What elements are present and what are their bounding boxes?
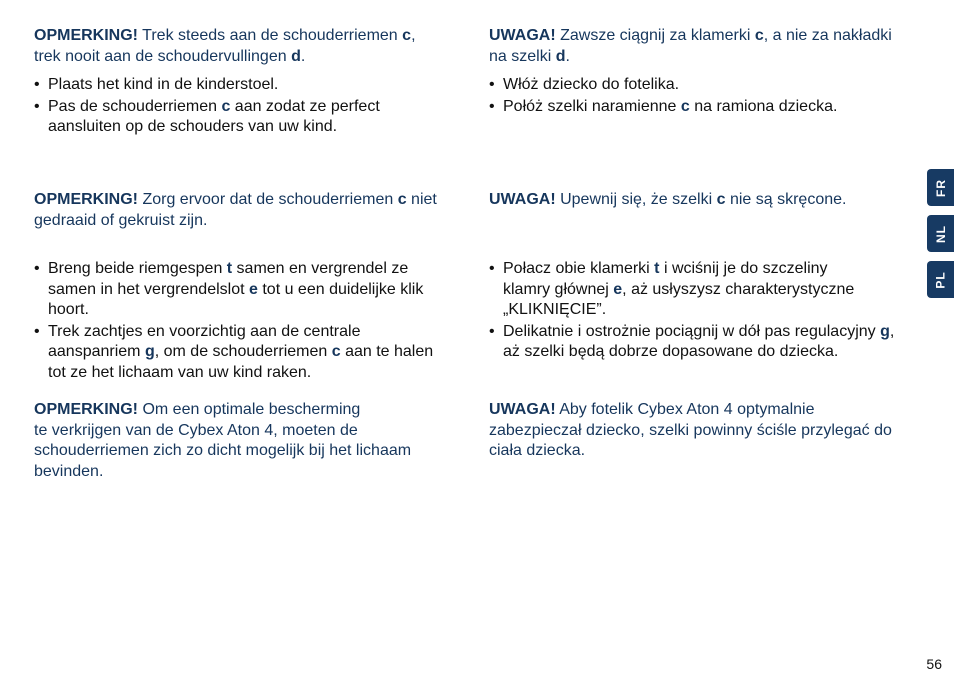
pl-instruction-list-1 bbox=[489, 75, 921, 118]
list-item: • Plaats het kind in de kinderstoel. bbox=[34, 75, 464, 96]
nl-note-optimal-protection: OPMERKING! Om een optimale bescherming te verkrijgen van de Cybex Aton 4, moeten de schouderriemen zich zo dicht mogelijk bij het lichaam bevinden. bbox=[34, 401, 412, 480]
list-item: • Delikatnie i ostrożnie pociągnij w dół pas regulacyjny g, aż szelki będą dobrze dopasowane do dziecka. bbox=[489, 322, 921, 363]
pl-instruction-list-2 bbox=[489, 259, 921, 364]
language-tab-nl[interactable]: NL bbox=[927, 215, 954, 252]
nl-instruction-list-2 bbox=[34, 259, 464, 384]
pl-note-optimal-protection: UWAGA! Aby fotelik Cybex Aton 4 optymalnie zabezpieczał dziecko, szelki powinny ściśle przylegać do ciała dziecka. bbox=[489, 401, 892, 459]
list-item: • Połacz obie klamerki t i wciśnij je do szczeliny klamry głównej e, aż usłyszysz charakterystyczne „KLIKNIĘCIE”. bbox=[489, 259, 921, 321]
nl-instruction-list-1 bbox=[34, 75, 464, 139]
language-tab-pl[interactable]: PL bbox=[927, 261, 954, 298]
pl-note-twisted-straps: UWAGA! Upewnij się, że szelki c nie są skręcone. bbox=[489, 191, 847, 208]
list-item: • Breng beide riemgespen t samen en vergrendel ze samen in het vergrendelslot e tot u een duidelijke klik hoort. bbox=[34, 259, 464, 321]
page-number: 56 bbox=[926, 656, 942, 672]
nl-note-twisted-straps: OPMERKING! Zorg ervoor dat de schouderriemen c niet gedraaid of gekruist zijn. bbox=[34, 191, 437, 229]
list-item: • Trek zachtjes en voorzichtig aan de centrale aanspanriem g, om de schouderriemen c aan te halen tot ze het lichaam van uw kind raken. bbox=[34, 322, 464, 384]
list-item: • Włóż dziecko do fotelika. bbox=[489, 75, 921, 96]
list-item: • Połóż szelki naramienne c na ramiona dziecka. bbox=[489, 97, 921, 118]
list-item: • Pas de schouderriemen c aan zodat ze perfect aansluiten op de schouders van uw kind. bbox=[34, 97, 464, 138]
nl-note-shoulder-straps: OPMERKING! Trek steeds aan de schouderriemen c, trek nooit aan de schoudervullingen d. bbox=[34, 27, 416, 65]
pl-note-shoulder-straps: UWAGA! Zawsze ciągnij za klamerki c, a nie za nakładki na szelki d. bbox=[489, 27, 892, 65]
language-tab-fr[interactable]: FR bbox=[927, 169, 954, 206]
